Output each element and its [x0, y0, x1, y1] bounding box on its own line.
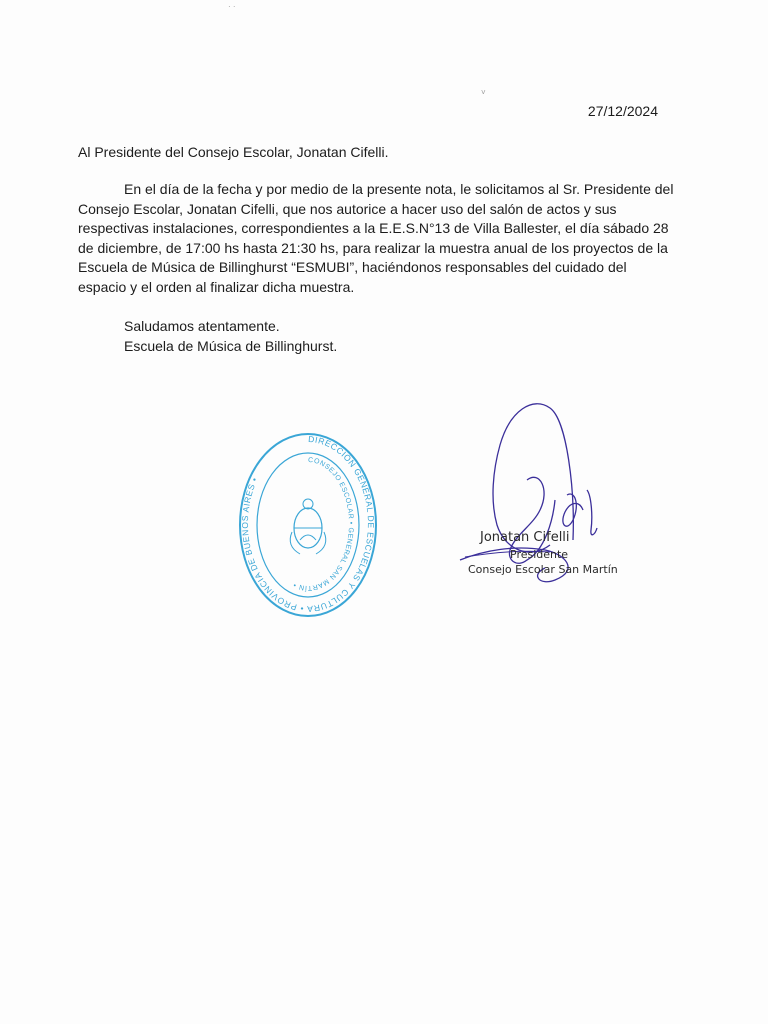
signatory-role: Presidente — [510, 548, 569, 561]
coat-of-arms-icon — [290, 499, 326, 554]
letter-body — [78, 180, 678, 297]
signatory-name: Jonatan Cifelli — [480, 530, 570, 545]
closing-greeting: Saludamos atentamente. — [124, 318, 280, 334]
signatory-organization: Consejo Escolar San Martín — [468, 563, 618, 576]
letter-salutation: Al Presidente del Consejo Escolar, Jonatan Cifelli. — [78, 144, 389, 160]
signature-block — [455, 400, 625, 590]
scan-speck: · · — [228, 2, 236, 11]
handwritten-signature — [455, 400, 625, 590]
stamp-outer-text: DIRECCIÓN GENERAL DE ESCUELAS Y CULTURA • PROVINCIA DE BUENOS AIRES • — [239, 433, 376, 615]
stamp-inner-text: CONSEJO ESCOLAR • GENERAL SAN MARTÍN • — [292, 456, 354, 592]
scan-speck: ˅ — [481, 88, 486, 97]
closing-sender: Escuela de Música de Billinghurst. — [124, 337, 338, 354]
letter-date: 27/12/2024 — [587, 103, 658, 119]
official-stamp — [238, 432, 378, 618]
letter-body-text: En el día de la fecha y por medio de la presente nota, le solicitamos al Sr. Presidente del Consejo Escolar, Jonatan Cifelli, que nos autorice a hacer uso del salón de actos y sus respectivas instalaciones, correspondientes a la E.E.S.N°13 de Villa Ballester, el día sábado 28 de diciembre, de 17:00 hs hasta 21:30 hs, para realizar la muestra anual de los proyectos de la Escuela de Música de Billinghurst “ESMUBI”, haciéndonos responsables del cuidado del espacio y el orden al finalizar dicha muestra. — [78, 181, 674, 295]
letter-closing — [124, 317, 337, 356]
